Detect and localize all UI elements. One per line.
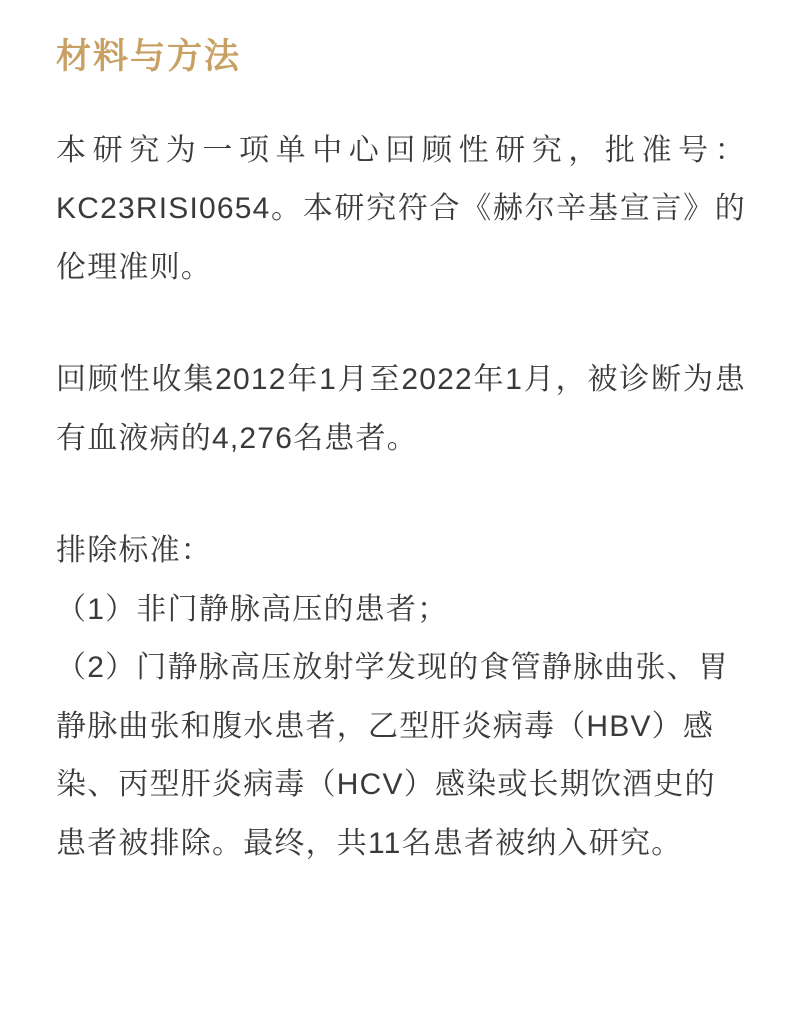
exclusion-item-1: （1）非门静脉高压的患者； [56,592,449,626]
paragraph-cohort: 回顾性收集2012年1月至2022年1月，被诊断为患有血液病的4,276名患者。 [56,363,746,455]
paragraph-study-design: 本研究为一项单中心回顾性研究，批准号：KC23RISI0654。本研究符合《赫尔辛基宣言》的伦理准则。 [56,133,746,284]
exclusion-criteria-block [56,522,746,873]
exclusion-item-2: （2）门静脉高压放射学发现的食管静脉曲张、胃静脉曲张和腹水患者，乙型肝炎病毒（HBV）感染、丙型肝炎病毒（HCV）感染或长期饮酒史的患者被排除。最终，共11名患者被纳入研究。 [56,651,730,860]
paragraph-exclusion-heading: 排除标准： [56,534,212,567]
page-title: 材料与方法 [56,37,242,76]
